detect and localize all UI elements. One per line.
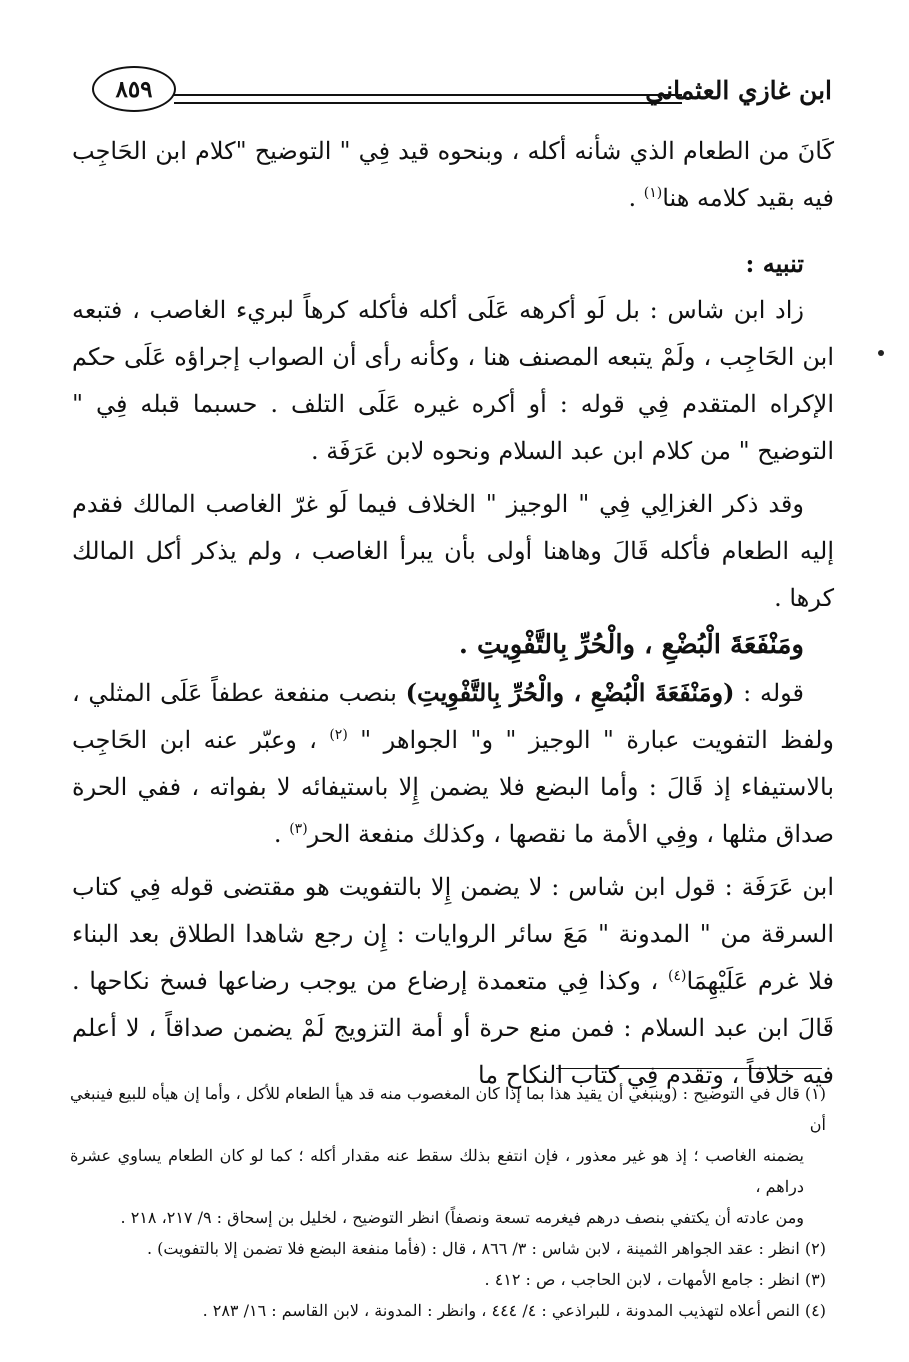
footnote-2: (٢) انظر : عقد الجواهر الثمينة ، لابن شاس : ٣/ ٨٦٦ ، قال : (فأما منفعة البضع فلا تضمن إلا بالتفويت) .	[146, 1239, 826, 1258]
footnote-3: (٣) انظر : جامع الأمهات ، لابن الحاجب ، ص : ٤١٢ .	[484, 1270, 826, 1289]
paragraph-5: ابن عَرَفَة : قول ابن شاس : لا يضمن إِلا بالتفويت هو مقتضى قوله فِي كتاب السرقة من " المدونة " مَعَ سائر الروايات : إِن رجع شاهدا الطلاق بعد البناء فلا غرم عَلَيْهِمَا$^{(٤)}$ ، وكذا فِي متعمدة إرضاع من يوجب رضاعها فسخ نكاحها . قَالَ ابن عبد السلام : فمن منع حرة أو أمة التزويج لَمْ يضمن صداقاً ، لا أعلم فيه خلافاً ، وتقدم فِي كتاب النكاح ما	[72, 873, 834, 1089]
footnote-ref-1: (١)	[643, 185, 663, 201]
paragraph-4: قوله : (ومَنْفَعَةَ الْبُضْعِ ، والْحُرِّ بِالتَّفْوِيتِ) بنصب منفعة عطفاً عَلَى المثلي ، ولفظ التفويت عبارة " الوجيز " و" الجواهر " $^{(٢)}$ ، وعبّر عنه ابن الحَاجِب بالاستيفاء إذ قَالَ : وأما البضع فلا يضمن إِلا باستيفائه لا بفواته ، ففي الحرة صداق مثلها ، وفِي الأمة ما نقصها ، وكذلك منفعة الحر$^{(٣)}$ .	[72, 678, 835, 848]
header-rule	[174, 94, 682, 104]
main-text	[72, 128, 834, 1099]
matn-quote: (ومَنْفَعَةَ الْبُضْعِ ، والْحُرِّ بِالتَّفْوِيتِ)	[405, 678, 735, 707]
footnote-1-line-1: (١) قال في التوضيح : (وينبغي أن يقيد هذا بما إذا كان المغصوب منه قد هيأ الطعام للأكل ، وأما إن هيأه للبيع فينبغي أن	[70, 1084, 826, 1134]
footnote-ref-2: (٢)	[329, 727, 348, 743]
paragraph-2: زاد ابن شاس : بل لَو أكرهه عَلَى أكله فأكله كرهاً لبريء الغاصب ، فتبعه ابن الحَاجِب ، ولَمْ يتبعه المصنف هنا ، وكأنه رأى أن الصواب إجراؤه عَلَى حكم الإكراه المتقدم فِي قوله : أو أكره غيره عَلَى التلف . حسبما قبله فِي " التوضيح " من كلام ابن عبد السلام ونحوه لابن عَرَفَة .	[72, 296, 834, 465]
footnote-separator	[556, 1068, 822, 1069]
footnotes	[70, 1078, 826, 1326]
footnote-ref-4: (٤)	[667, 968, 687, 984]
footnote-1-line-2: يضمنه الغاصب ؛ إذ هو غير معذور ، فإن انتفع بذلك سقط عنه مقدار أكله ؛ كما لو كان الطعام يساوي عشرة دراهم ،	[70, 1146, 805, 1196]
paragraph-3: وقد ذكر الغزالِي فِي " الوجيز " الخلاف فيما لَو غرّ الغاصب المالك فقدم إليه الطعام فأكله قَالَ وهاهنا أولى بأن يبرأ الغاصب ، ولم يذكر أكل المالك كرها .	[72, 490, 834, 612]
running-title: ابن غازي العثماني	[645, 76, 832, 105]
page-number: ٨٥٩	[92, 66, 176, 112]
tanbih-heading: تنبيه :	[745, 249, 804, 278]
footnote-ref-3: (٣)	[289, 821, 308, 837]
footnote-4: (٤) النص أعلاه لتهذيب المدونة ، للبراذعي : ٤/ ٤٤٤ ، وانظر : المدونة ، لابن القاسم : ١٦/ ٢٨٣ .	[202, 1301, 826, 1320]
page-header	[92, 62, 832, 122]
matn-line: ومَنْفَعَةَ الْبُضْعِ ، والْحُرِّ بِالتَّفْوِيتِ .	[458, 630, 804, 660]
footnote-1-line-3: ومن عادته أن يكتفي بنصف درهم فيغرمه تسعة ونصفاً) انظر التوضيح ، لخليل بن إسحاق : ٩/ ٢١٧، ٢١٨ .	[120, 1208, 804, 1227]
margin-dot	[878, 350, 884, 356]
paragraph-1: كَانَ من الطعام الذي شأنه أكله ، وبنحوه قيد فِي " التوضيح "كلام ابن الحَاجِب فيه بقيد كلامه هنا$^{(١)}$ .	[72, 137, 834, 212]
